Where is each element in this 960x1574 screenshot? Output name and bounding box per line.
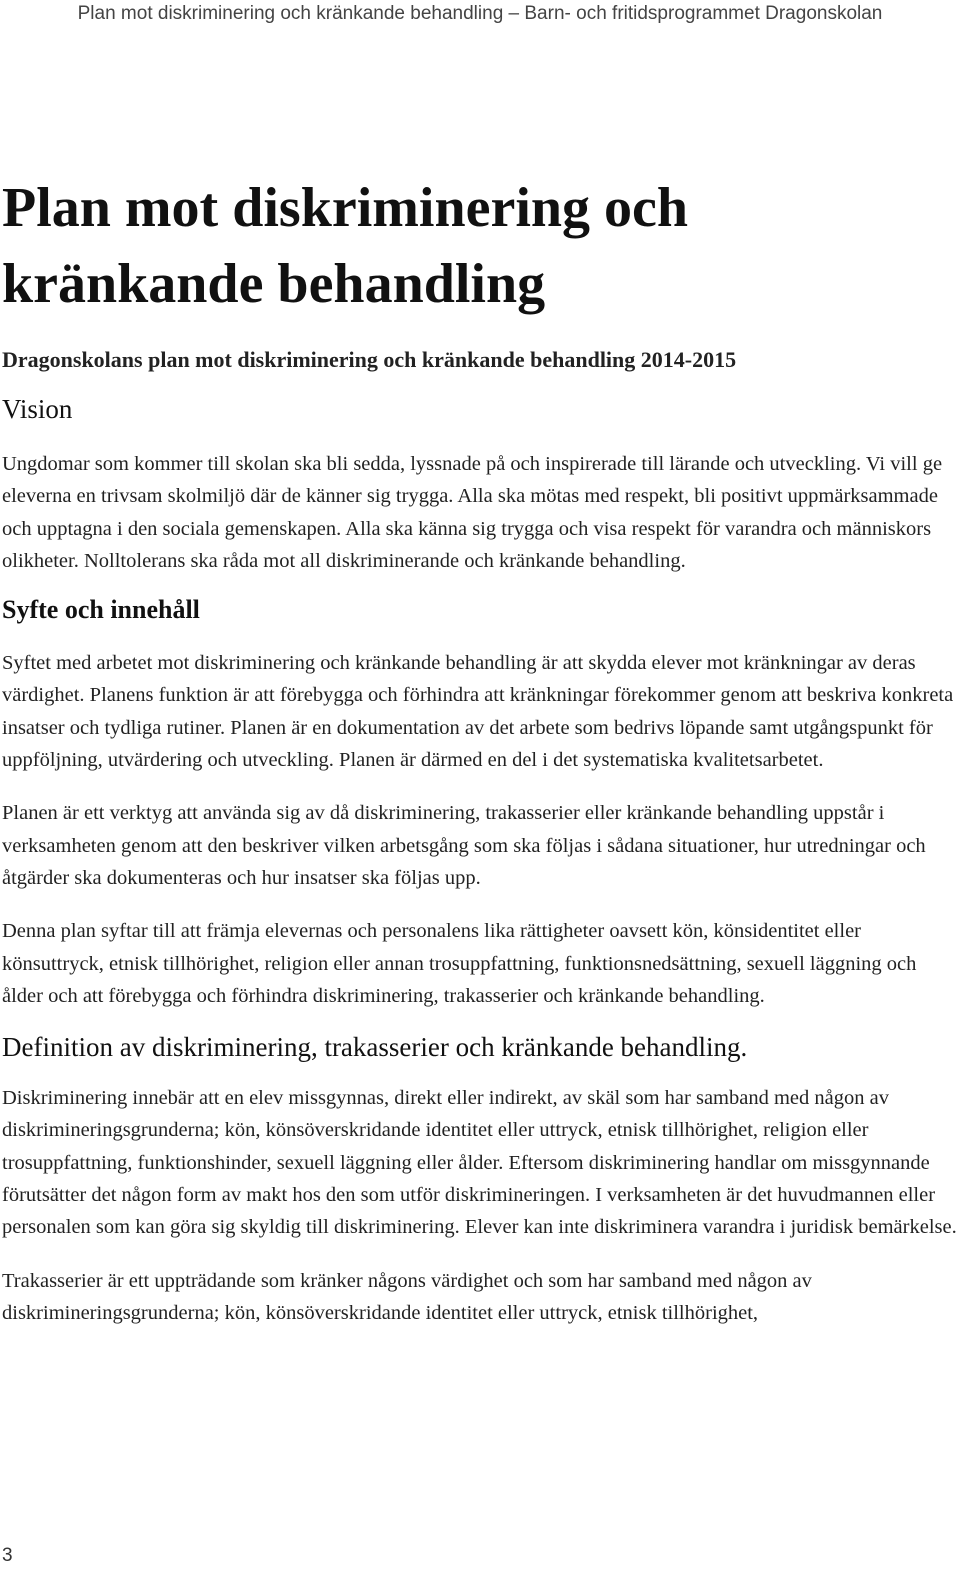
definition-paragraph-1: Diskriminering innebär att en elev missgynnas, direkt eller indirekt, av skäl som har samband med någon av diskrimineringsgrunderna; kön, könsöverskridande identitet eller uttryck, etnisk tillhörighet, religion eller trosuppfattning, funktionshinder, sexuell läggning eller ålder. Eftersom diskriminering handlar om missgynnande förutsätter det någon form av makt hos den som utför diskrimineringen. I verksamheten är det huvudmannen eller personalen som kan göra sig skyldig till diskriminering. Elever kan inte diskriminera varandra i juridisk bemärkelse. [2, 1087, 957, 1239]
definition-paragraph-2: Trakasserier är ett uppträdande som kränker någons värdighet och som har samband med någon av diskrimineringsgrunderna; kön, könsöverskridande identitet eller uttryck, etnisk tillhörighet, [2, 1269, 812, 1324]
document-body [2, 170, 958, 1329]
syfte-paragraph-3: Denna plan syftar till att främja elevernas och personalens lika rättigheter oavsett kön, könsidentitet eller könsuttryck, etnisk tillhörighet, religion eller annan trosuppfattning, funktionsnedsättning, sexuell läggning och ålder och att förebygga och förhindra diskriminering, trakasserier och kränkande behandling. [2, 920, 917, 1007]
section-heading-vision: Vision [2, 394, 73, 424]
page-number: 3 [2, 1545, 13, 1566]
running-header: Plan mot diskriminering och kränkande behandling – Barn- och fritidsprogrammet Dragonskolan [77, 3, 883, 24]
vision-paragraph: Ungdomar som kommer till skolan ska bli sedda, lyssnade på och inspirerade till lärande och utveckling. Vi vill ge eleverna en trivsam skolmiljö där de känner sig trygga. Alla ska mötas med respekt, bli positivt uppmärksammade och upptagna i den sociala gemenskapen. Alla ska känna sig trygga och visa respekt för varandra och människors olikheter. Nolltolerans ska råda mot all diskriminerande och kränkande behandling. [2, 453, 943, 572]
section-heading-definition: Definition av diskriminering, trakasserier och kränkande behandling. [2, 1032, 748, 1063]
syfte-paragraph-2: Planen är ett verktyg att använda sig av då diskriminering, trakasserier eller kränkande behandling uppstår i verksamheten genom att den beskriver vilken arbetsgång som ska följas i sådana situationer, hur utredningar och åtgärder ska dokumenteras och hur insatser ska följas upp. [2, 802, 926, 889]
document-title: Plan mot diskriminering och kränkande behandling [2, 177, 689, 315]
syfte-paragraph-1: Syftet med arbetet mot diskriminering och kränkande behandling är att skydda elever mot kränkningar av deras värdighet. Planens funktion är att förebygga och förhindra att kränkningar förekommer genom att beskriva konkreta insatser och tydliga rutiner. Planen är en dokumentation av det arbete som bedrivs löpande samt utgångspunkt för uppföljning, utvärdering och utveckling. Planen är därmed en del i det systematiska kvalitetsarbetet. [2, 652, 954, 772]
document-subtitle: Dragonskolans plan mot diskriminering och kränkande behandling 2014-2015 [2, 347, 737, 372]
section-heading-syfte: Syfte och innehåll [2, 595, 200, 625]
